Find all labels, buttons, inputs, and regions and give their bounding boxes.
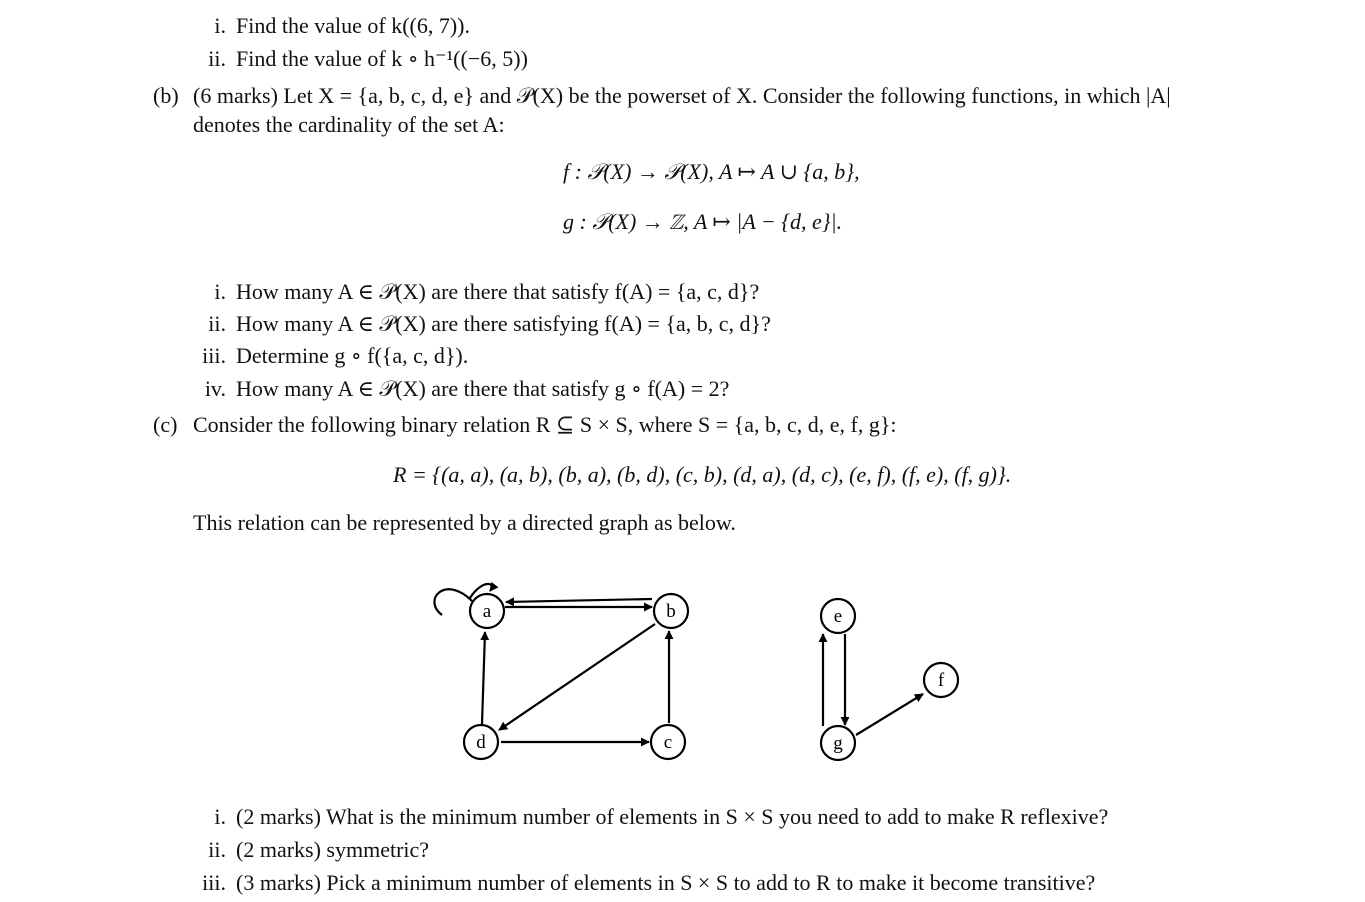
item-label: iii. bbox=[202, 343, 226, 368]
node-c-label: c bbox=[663, 732, 673, 753]
item-label: i. bbox=[214, 13, 226, 38]
item-label: ii. bbox=[208, 837, 226, 862]
part-c-label: (c) bbox=[153, 412, 178, 437]
item-text: Find the value of k ∘ h⁻¹((−6, 5)) bbox=[236, 46, 528, 71]
item-label: ii. bbox=[208, 46, 226, 71]
item-label: i. bbox=[214, 804, 226, 829]
part-b-line1: (6 marks) Let X = {a, b, c, d, e} and 𝒫(X) be the powerset of X. Consider the following functions, in which |A| bbox=[193, 83, 1171, 108]
part-c-line1: Consider the following binary relation R ⊆ S × S, where S = {a, b, c, d, e, f, g}: bbox=[193, 412, 897, 437]
equation-f: f : 𝒫(X) → 𝒫(X), A ↦ A ∪ {a, b}, bbox=[563, 159, 860, 184]
edge-d-a bbox=[482, 632, 485, 724]
item-label: i. bbox=[214, 279, 226, 304]
node-e-label: e bbox=[833, 606, 843, 627]
edge-a-a bbox=[434, 589, 472, 615]
graph-caption: This relation can be represented by a directed graph as below. bbox=[193, 510, 736, 535]
item-label: iii. bbox=[202, 870, 226, 895]
node-g-label: g bbox=[833, 733, 843, 754]
edge-g-f bbox=[856, 694, 923, 735]
item-text: How many A ∈ 𝒫(X) are there satisfying f(A) = {a, b, c, d}? bbox=[236, 311, 771, 336]
item-label: iv. bbox=[204, 376, 226, 401]
node-f-label: f bbox=[937, 670, 945, 691]
relation-equation: R = {(a, a), (a, b), (b, a), (b, d), (c, b), (d, a), (d, c), (e, f), (f, e), (f, g)}. bbox=[393, 462, 1012, 487]
part-b-label: (b) bbox=[153, 83, 179, 108]
item-label: ii. bbox=[208, 311, 226, 336]
item-text: (3 marks) Pick a minimum number of elements in S × S to add to R to make it become transitive? bbox=[236, 870, 1096, 895]
item-text: (2 marks) What is the minimum number of elements in S × S you need to add to make R reflexive? bbox=[236, 804, 1109, 829]
item-text: How many A ∈ 𝒫(X) are there that satisfy g ∘ f(A) = 2? bbox=[236, 376, 730, 401]
node-d-label: d bbox=[476, 732, 486, 753]
item-text: How many A ∈ 𝒫(X) are there that satisfy f(A) = {a, c, d}? bbox=[236, 279, 760, 304]
edge-b-a bbox=[506, 599, 652, 602]
item-text: Determine g ∘ f({a, c, d}). bbox=[236, 343, 469, 368]
edge-b-d bbox=[499, 624, 655, 730]
item-text: Find the value of k((6, 7)). bbox=[236, 13, 470, 38]
node-b-label: b bbox=[666, 601, 676, 622]
item-text: (2 marks) symmetric? bbox=[236, 837, 430, 862]
part-b-line2: denotes the cardinality of the set A: bbox=[193, 112, 505, 137]
equation-g: g : 𝒫(X) → ℤ, A ↦ |A − {d, e}|. bbox=[563, 209, 843, 234]
node-a-label: a bbox=[482, 601, 492, 622]
